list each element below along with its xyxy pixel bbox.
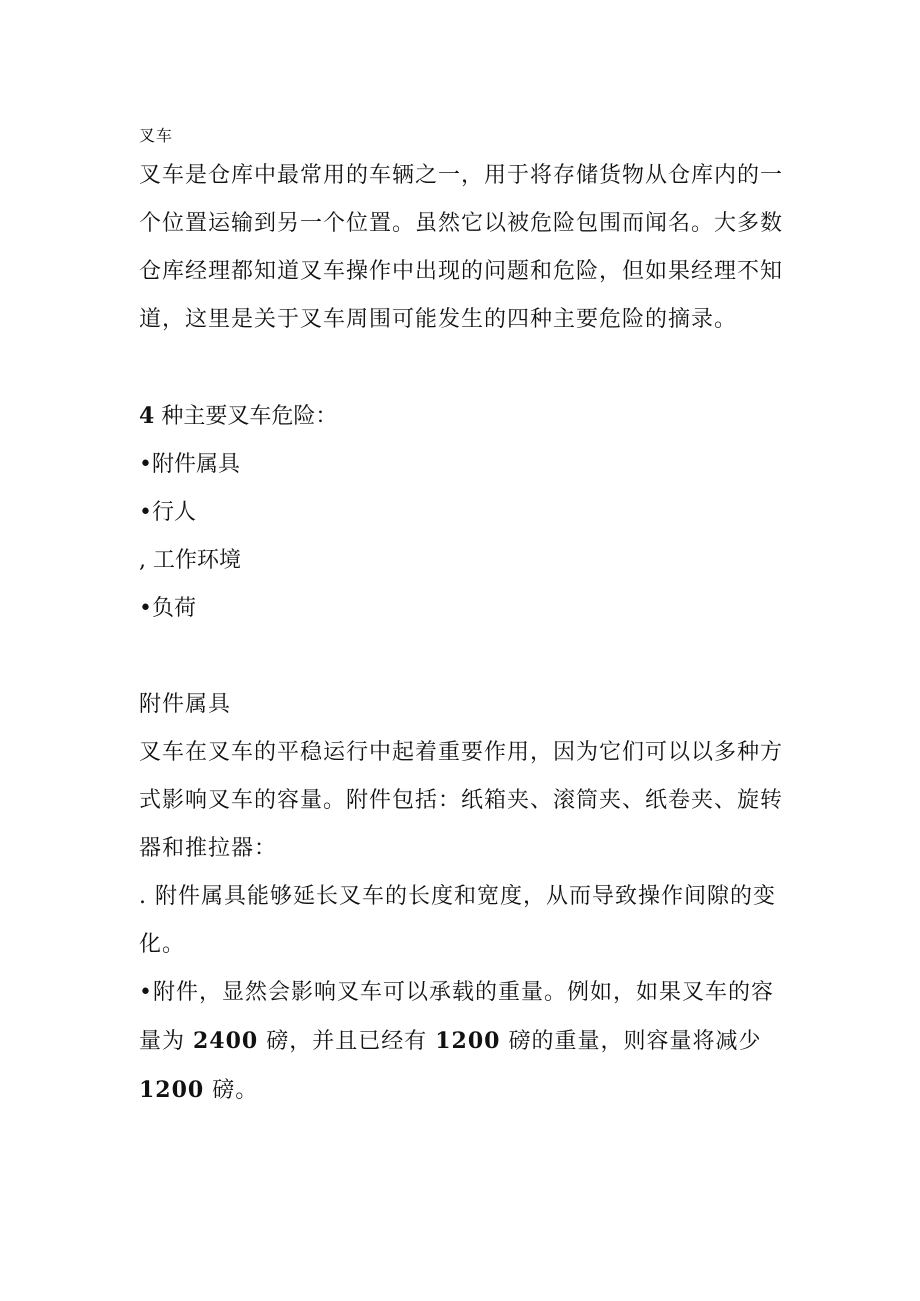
hazard-item-environment: , 工作环境	[139, 548, 241, 573]
capacity-number-2: 1200	[435, 1028, 501, 1054]
capacity-text-1: •附件，显然会影响叉车可以承载的重量。例如，如果叉车的容量为	[139, 980, 774, 1054]
attachment-bullet-capacity	[139, 969, 785, 1115]
intro-paragraph: 叉车是仓库中最常用的车辆之一，用于将存储货物从仓库内的一个位置运输到另一个位置。虽然它以被危险包围而闻名。大多数仓库经理都知道叉车操作中出现的问题和危险，但如果经理不知道，这里是关于叉车周围可能发生的四种主要危险的摘录。	[139, 163, 784, 332]
spacer	[139, 633, 785, 681]
section-title: 附件属具	[139, 692, 232, 717]
spacer	[139, 344, 785, 392]
hazard-item-attachments: •附件属具	[139, 452, 240, 477]
capacity-number-1: 2400	[193, 1028, 259, 1054]
hazard-item-pedestrians: •行人	[139, 500, 196, 525]
hazard-item-load: •负荷	[139, 596, 196, 621]
capacity-text-2: 磅，并且已经有	[258, 1029, 436, 1054]
capacity-number-3: 1200	[139, 1077, 205, 1103]
hazards-heading-number: 4	[139, 403, 155, 429]
attachment-bullet-dimensions: . 附件属具能够延长叉车的长度和宽度，从而导致操作间隙的变化。	[139, 884, 776, 957]
hazards-heading	[139, 392, 785, 441]
document-title: 叉车	[139, 126, 174, 145]
section-paragraph: 叉车在叉车的平稳运行中起着重要作用，因为它们可以以多种方式影响叉车的容量。附件包括：纸箱夹、滚筒夹、纸卷夹、旋转器和推拉器：	[139, 740, 784, 861]
document-content	[139, 120, 785, 1115]
hazards-heading-text: 种主要叉车危险：	[161, 404, 338, 429]
capacity-text-4: 磅。	[204, 1078, 259, 1103]
capacity-text-3: 磅的重量，则容量将减少	[500, 1029, 762, 1054]
